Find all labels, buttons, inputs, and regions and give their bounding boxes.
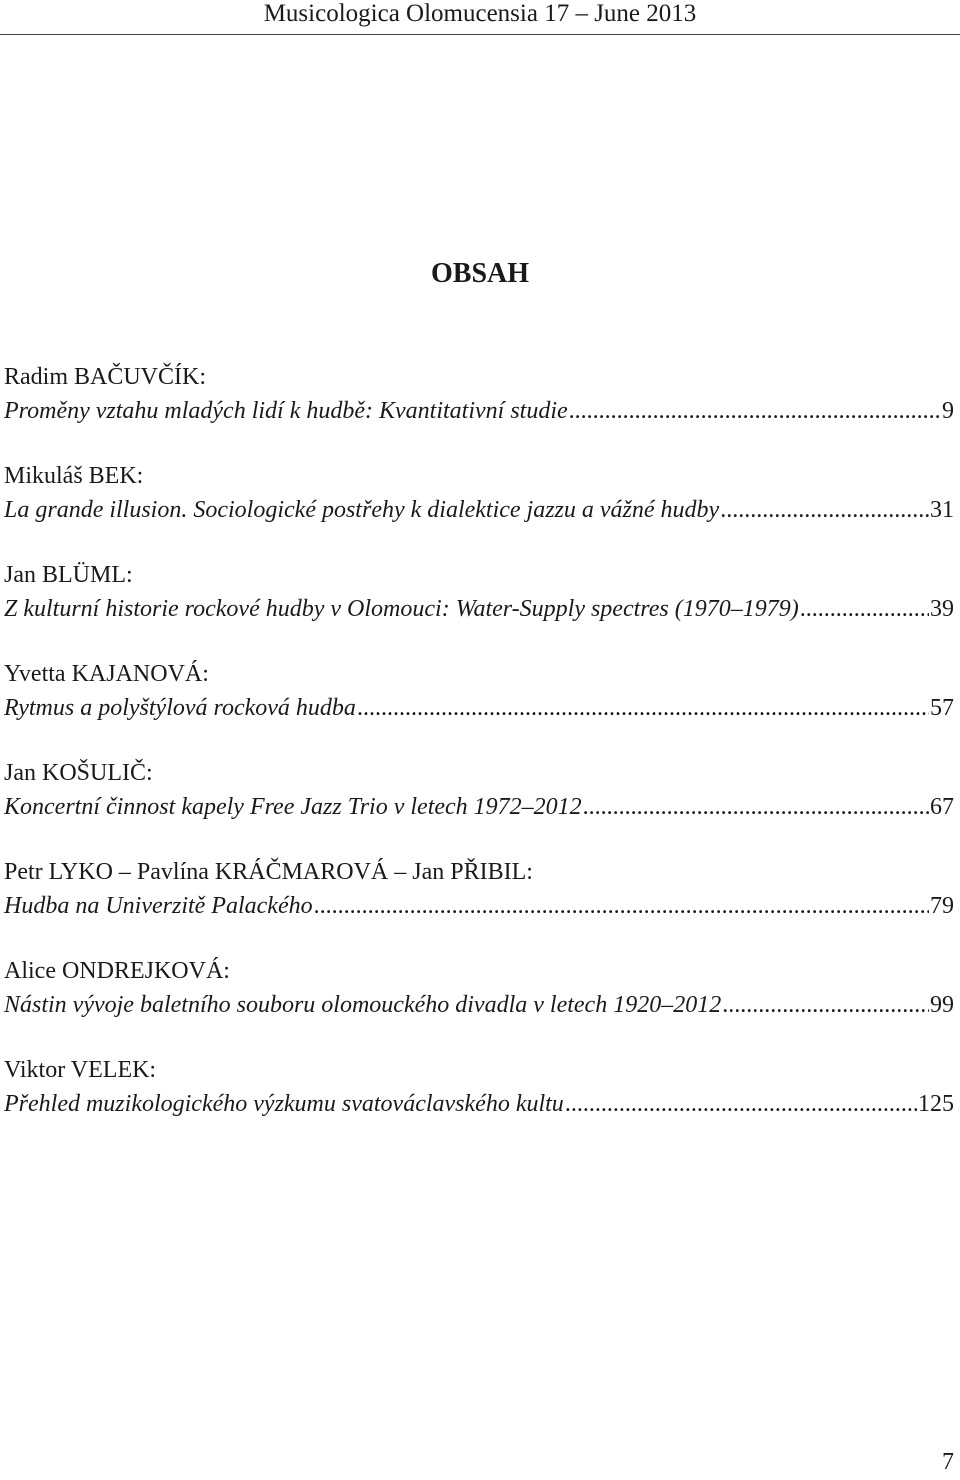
toc-title: Rytmus a polyštýlová rocková hudba — [4, 695, 356, 721]
toc-page-number: 79 — [930, 893, 954, 919]
toc-title-line[interactable] — [4, 691, 954, 725]
toc-page-number: 125 — [918, 1091, 954, 1117]
toc-title: Hudba na Univerzitě Palackého — [4, 893, 313, 919]
table-of-contents — [4, 360, 954, 1152]
toc-title-line[interactable] — [4, 394, 954, 428]
dot-leader — [565, 1087, 917, 1121]
toc-title: Z kulturní historie rockové hudby v Olomouci: Water-Supply spectres (1970–1979) — [4, 596, 799, 622]
dot-leader — [583, 790, 929, 824]
dot-leader — [569, 394, 941, 428]
toc-title: La grande illusion. Sociologické postřehy k dialektice jazzu a vážné hudby — [4, 497, 720, 523]
dot-leader — [720, 493, 929, 527]
running-head: Musicologica Olomucensia 17 – June 2013 — [0, 0, 960, 35]
toc-page-number: 39 — [930, 596, 954, 622]
page-folio: 7 — [942, 1449, 954, 1475]
toc-author: Radim BAČUVČÍK: — [4, 364, 207, 390]
toc-author: Mikuláš BEK: — [4, 463, 144, 489]
toc-title: Koncertní činnost kapely Free Jazz Trio v letech 1972–2012 — [4, 794, 582, 820]
toc-page-number: 57 — [930, 695, 954, 721]
dot-leader — [722, 988, 929, 1022]
toc-author: Yvetta KAJANOVÁ: — [4, 661, 209, 687]
toc-title-line[interactable] — [4, 493, 954, 527]
toc-title-line[interactable] — [4, 790, 954, 824]
dot-leader — [357, 691, 929, 725]
dot-leader — [800, 592, 929, 626]
toc-page-number: 99 — [930, 992, 954, 1018]
toc-author: Alice ONDREJKOVÁ: — [4, 958, 230, 984]
dot-leader — [314, 889, 929, 923]
toc-entry — [4, 756, 954, 855]
toc-entry — [4, 954, 954, 1053]
toc-title: Proměny vztahu mladých lidí k hudbě: Kvantitativní studie — [4, 398, 568, 424]
toc-entry — [4, 657, 954, 756]
page-title: OBSAH — [430, 258, 530, 289]
toc-entry — [4, 558, 954, 657]
toc-entry — [4, 360, 954, 459]
toc-title: Přehled muzikologického výzkumu svatováclavského kultu — [4, 1091, 564, 1117]
toc-title-line[interactable] — [4, 592, 954, 626]
toc-entry — [4, 855, 954, 954]
toc-page-number: 9 — [942, 398, 954, 424]
toc-author: Jan BLÜML: — [4, 562, 133, 588]
toc-title-line[interactable] — [4, 889, 954, 923]
toc-entry — [4, 459, 954, 558]
toc-page-number: 67 — [930, 794, 954, 820]
toc-page-number: 31 — [930, 497, 954, 523]
toc-author: Jan KOŠULIČ: — [4, 760, 153, 786]
toc-author: Viktor VELEK: — [4, 1057, 157, 1083]
toc-title-line[interactable] — [4, 988, 954, 1022]
toc-entry — [4, 1053, 954, 1152]
toc-author: Petr LYKO – Pavlína KRÁČMAROVÁ – Jan PŘIBIL: — [4, 859, 533, 885]
toc-title: Nástin vývoje baletního souboru olomouckého divadla v letech 1920–2012 — [4, 992, 722, 1018]
toc-title-line[interactable] — [4, 1087, 954, 1121]
